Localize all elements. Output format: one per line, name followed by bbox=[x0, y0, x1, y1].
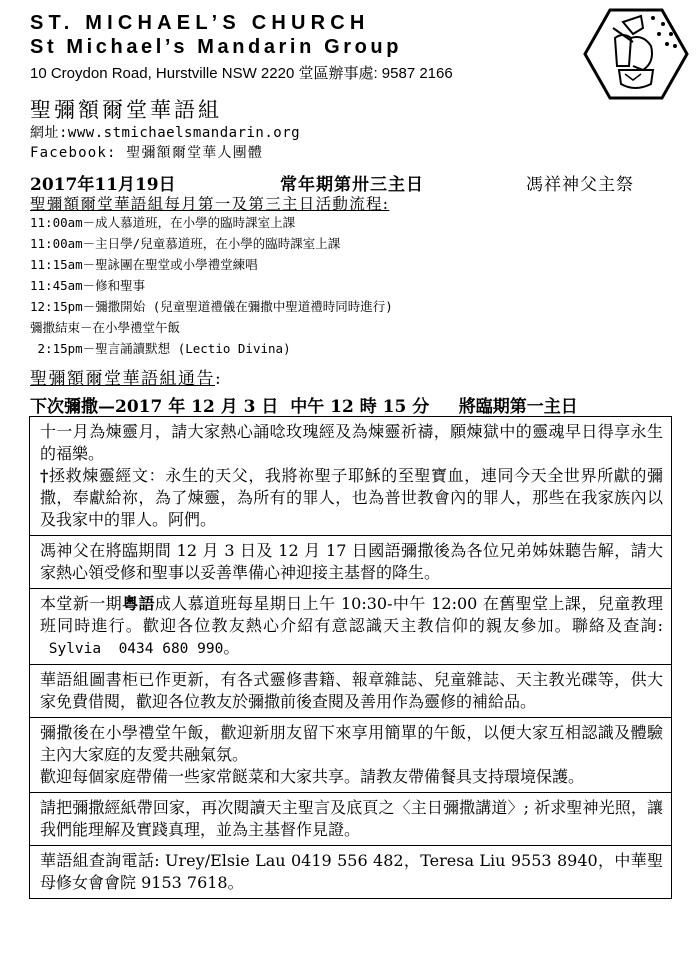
notice-lunch bbox=[30, 718, 671, 793]
notice-catechism-contact: Sylvia 0434 680 990 bbox=[40, 641, 224, 657]
schedule-item: 11:00am－成人慕道班，在小學的臨時課室上課 bbox=[30, 215, 296, 230]
church-name: ST. MICHAEL’S CHURCH bbox=[30, 12, 370, 34]
schedule-heading: 聖彌額爾堂華語組每月第一及第三主日活動流程: bbox=[30, 195, 390, 213]
notice-purgatory-text: 十一月為煉靈月，請大家熱心誦唸玫瑰經及為煉靈祈禱，願煉獄中的靈魂早日得享永生的福樂。 bbox=[40, 422, 663, 463]
notice-catechism-pre: 本堂新一期 bbox=[40, 594, 123, 613]
liturgical-sunday: 常年期第卅三主日 bbox=[280, 175, 424, 195]
schedule-item: 2:15pm－聖言誦讀默想 (Lectio Divina) bbox=[30, 341, 291, 356]
facebook-link[interactable]: Facebook: 聖彌額爾堂華人團體 bbox=[30, 145, 264, 161]
notice-purgatory bbox=[30, 417, 671, 536]
notices-heading-text: 聖彌額爾堂華語組通告 bbox=[30, 369, 215, 389]
notices-heading-colon: : bbox=[215, 369, 223, 389]
notice-confession: 馮神父在將臨期間 12 月 3 日及 12 月 17 日國語彌撒後為各位兄弟姊妹聽告解，請大家熱心領受修和聖事以妥善準備心神迎接主基督的降生。 bbox=[30, 536, 671, 589]
notice-catechism-post: 成人慕道班每星期日上午 10:30-中午 12:00 在舊聖堂上課，兒童教理班同時進行。歡迎各位教友熱心介紹有意認識天主教信仰的親友參加。聯絡及查詢: bbox=[40, 594, 663, 635]
notice-catechism-end: 。 bbox=[223, 638, 240, 657]
notice-catechism-bold: 粵語 bbox=[122, 594, 155, 613]
notice-missal: 請把彌撒經紙帶回家，再次閱讀天主聖言及底頁之〈主日彌撒講道〉; 祈求聖神光照，讓我們能理解及實踐真理，並為主基督作見證。 bbox=[30, 793, 671, 846]
cross-icon: † bbox=[40, 466, 49, 485]
notice-lunch-text: 彌撒後在小學禮堂午飯，歡迎新朋友留下來享用簡單的午飯，以便大家互相認識及體驗主內大家庭的友愛共融氣氛。 bbox=[40, 723, 663, 764]
st-michael-shield-icon bbox=[583, 8, 689, 100]
website-link[interactable]: 網址:www.stmichaelsmandarin.org bbox=[30, 125, 301, 141]
schedule-item: 12:15pm－彌撒開始 (兒童聖道禮儀在彌撒中聖道禮時同時進行) bbox=[30, 299, 393, 314]
schedule-list bbox=[30, 212, 393, 359]
notice-catechism bbox=[30, 589, 671, 665]
notice-contacts: 華語組查詢電話: Urey/Elsie Lau 0419 556 482，Teresa Liu 9553 8940，中華聖母修女會會院 9153 7618。 bbox=[30, 846, 671, 899]
celebrant: 馮祥神父主祭 bbox=[526, 175, 634, 195]
notice-lunch-dishes: 歡迎每個家庭帶備一些家常餸菜和大家共享。請教友帶備餐具支持環境保護。 bbox=[40, 767, 585, 786]
church-address: 10 Croydon Road, Hurstville NSW 2220 堂區辦事處: 9587 2166 bbox=[30, 65, 453, 82]
schedule-item: 11:45am－修和聖事 bbox=[30, 278, 146, 293]
schedule-item: 11:15am－聖詠團在聖堂或小學禮堂練唱 bbox=[30, 257, 258, 272]
schedule-item: 彌撒結束－在小學禮堂午飯 bbox=[30, 320, 181, 335]
bulletin-date: 2017年11月19日 bbox=[30, 175, 176, 195]
schedule-item: 11:00am－主日學/兒童慕道班，在小學的臨時課室上課 bbox=[30, 236, 341, 251]
group-chinese-title: 聖彌額爾堂華語組 bbox=[30, 98, 222, 122]
group-name: St Michael’s Mandarin Group bbox=[30, 36, 403, 58]
notice-prayer-text: 拯救煉靈經文：永生的天父，我將祢聖子耶穌的至聖寶血，連同今天全世界所獻的彌撒，奉獻給祢，為了煉靈，為所有的罪人，也為普世教會內的罪人，那些在我家族內以及我家中的罪人。阿們。 bbox=[40, 466, 663, 529]
notice-library: 華語組圖書柜已作更新，有各式靈修書籍、報章雜誌、兒童雜誌、天主教光碟等，供大家免費借閱，歡迎各位教友於彌撒前後查閱及善用作為靈修的補給品。 bbox=[30, 665, 671, 718]
notice-prayer bbox=[40, 465, 663, 531]
notices-box bbox=[29, 416, 672, 899]
notices-heading bbox=[30, 364, 222, 389]
next-mass-line: 下次彌撒—2017 年 12 月 3 日 中午 12 時 15 分 將臨期第一主日 bbox=[30, 397, 578, 417]
